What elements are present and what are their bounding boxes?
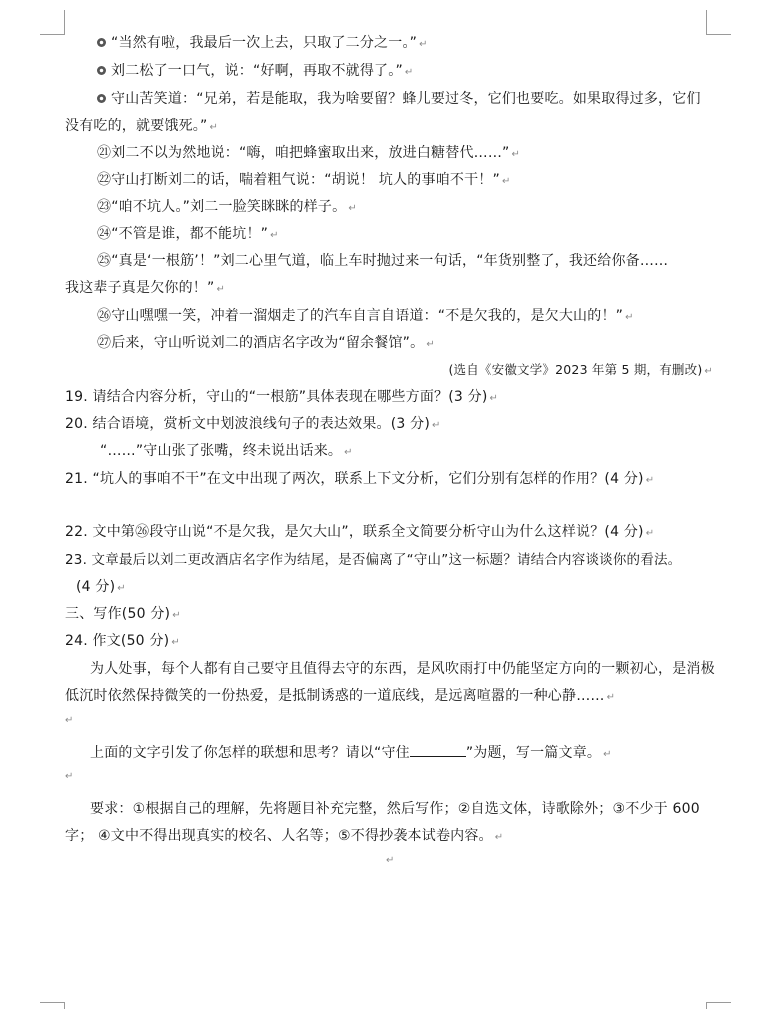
story-paragraph-27: ㉗后来，守山听说刘二的酒店名字改为“留余餐馆”。 ↵ <box>97 335 435 351</box>
story-paragraph-24: ㉔“不管是谁，都不能坑！” ↵ <box>97 226 279 242</box>
story-paragraph-22: ㉒守山打断刘二的话，喘着粗气说：“胡说！ 坑人的事咱不干！” ↵ <box>97 172 511 188</box>
source-citation: (选自《安徽文学》2023 年第 5 期，有删改) ↵ <box>448 362 713 377</box>
story-paragraph-23: ㉓“咱不坑人。”刘二一脸笑眯眯的样子。 ↵ <box>97 199 357 215</box>
writing-task: 上面的文字引发了你怎样的联想和思考？请以“守住 ”为题，写一篇文章。 ↵ <box>90 742 740 765</box>
crop-mark-bottom-right <box>706 1002 731 1009</box>
circled-number-18-icon <box>97 38 106 47</box>
crop-mark-top-left <box>40 10 65 35</box>
question-20: 20. 结合语境，赏析文中划波浪线句子的表达效果。(3 分) ↵ <box>65 416 441 432</box>
story-paragraph-26: ㉖守山嘿嘿一笑，冲着一溜烟走了的汽车自言自语道：“不是欠我的，是欠大山的！” ↵ <box>97 308 634 324</box>
question-24: 24. 作文(50 分) ↵ <box>65 633 180 649</box>
story-paragraph-25-cont: 我这辈子真是欠你的！” ↵ <box>65 280 226 296</box>
story-paragraph-21: ㉑刘二不以为然地说：“嗨，咱把蜂蜜取出来，放进白糖替代……” ↵ <box>97 145 521 161</box>
story-paragraph-20: 守山苦笑道：“兄弟，若是能取，我为啥要留？蜂儿要过冬，它们也要吃。如果取得过多，它们 <box>97 89 747 109</box>
writing-prompt: 为人处事，每个人都有自己要守且值得去守的东西，是风吹雨打中仍能坚定方向的一颗初心，是消极 <box>90 661 715 677</box>
crop-mark-bottom-left <box>40 1002 65 1009</box>
title-blank-line <box>410 742 466 757</box>
question-19: 19. 请结合内容分析，守山的“一根筋”具体表现在哪些方面？(3 分) ↵ <box>65 389 499 405</box>
crop-mark-top-right <box>706 10 731 35</box>
question-23: 23. 文章最后以刘二更改酒店名字作为结尾，是否偏离了“守山”这一标题？请结合内容谈谈你的看法。 <box>65 552 682 568</box>
empty-paragraph-mark: ↵ <box>65 715 74 726</box>
story-paragraph-19: 刘二松了一口气，说：“好啊，再取不就得了。” ↵ <box>97 61 747 83</box>
writing-prompt-cont: 低沉时依然保持微笑的一份热爱，是抵制诱惑的一道底线，是远离喧嚣的一种心静…… ↵ <box>65 688 616 704</box>
empty-paragraph-mark-2: ↵ <box>65 771 74 782</box>
circled-number-20-icon <box>97 94 106 103</box>
question-23-cont: (4 分) ↵ <box>76 579 126 595</box>
empty-paragraph-mark-3: ↵ <box>386 855 395 866</box>
writing-requirements: 要求：①根据自己的理解，先将题目补充完整，然后写作；②自选文体，诗歌除外；③不少于 600 <box>90 801 700 817</box>
writing-requirements-cont: 字； ④文中不得出现真实的校名、人名等；⑤不得抄袭本试卷内容。 ↵ <box>65 828 504 844</box>
circled-number-19-icon <box>97 66 106 75</box>
story-paragraph-20-cont: 没有吃的，就要饿死。” ↵ <box>65 118 219 134</box>
question-20-quote: “……”守山张了张嘴，终未说出话来。 ↵ <box>100 443 353 459</box>
section-writing-heading: 三、写作(50 分) ↵ <box>65 606 181 622</box>
question-21: 21. “坑人的事咱不干”在文中出现了两次，联系上下文分析，它们分别有怎样的作用？(4 分) ↵ <box>65 471 655 487</box>
question-22: 22. 文中第㉖段守山说“不是欠我，是欠大山”，联系全文简要分析守山为什么这样说？(4 分) ↵ <box>65 524 655 540</box>
story-paragraph-25: ㉕“真是‘一根筋’！”刘二心里气道，临上车时抛过来一句话，“年货别整了，我还给你备…… <box>97 253 669 269</box>
story-paragraph-18: “当然有啦，我最后一次上去，只取了二分之一。” ↵ <box>97 33 747 55</box>
